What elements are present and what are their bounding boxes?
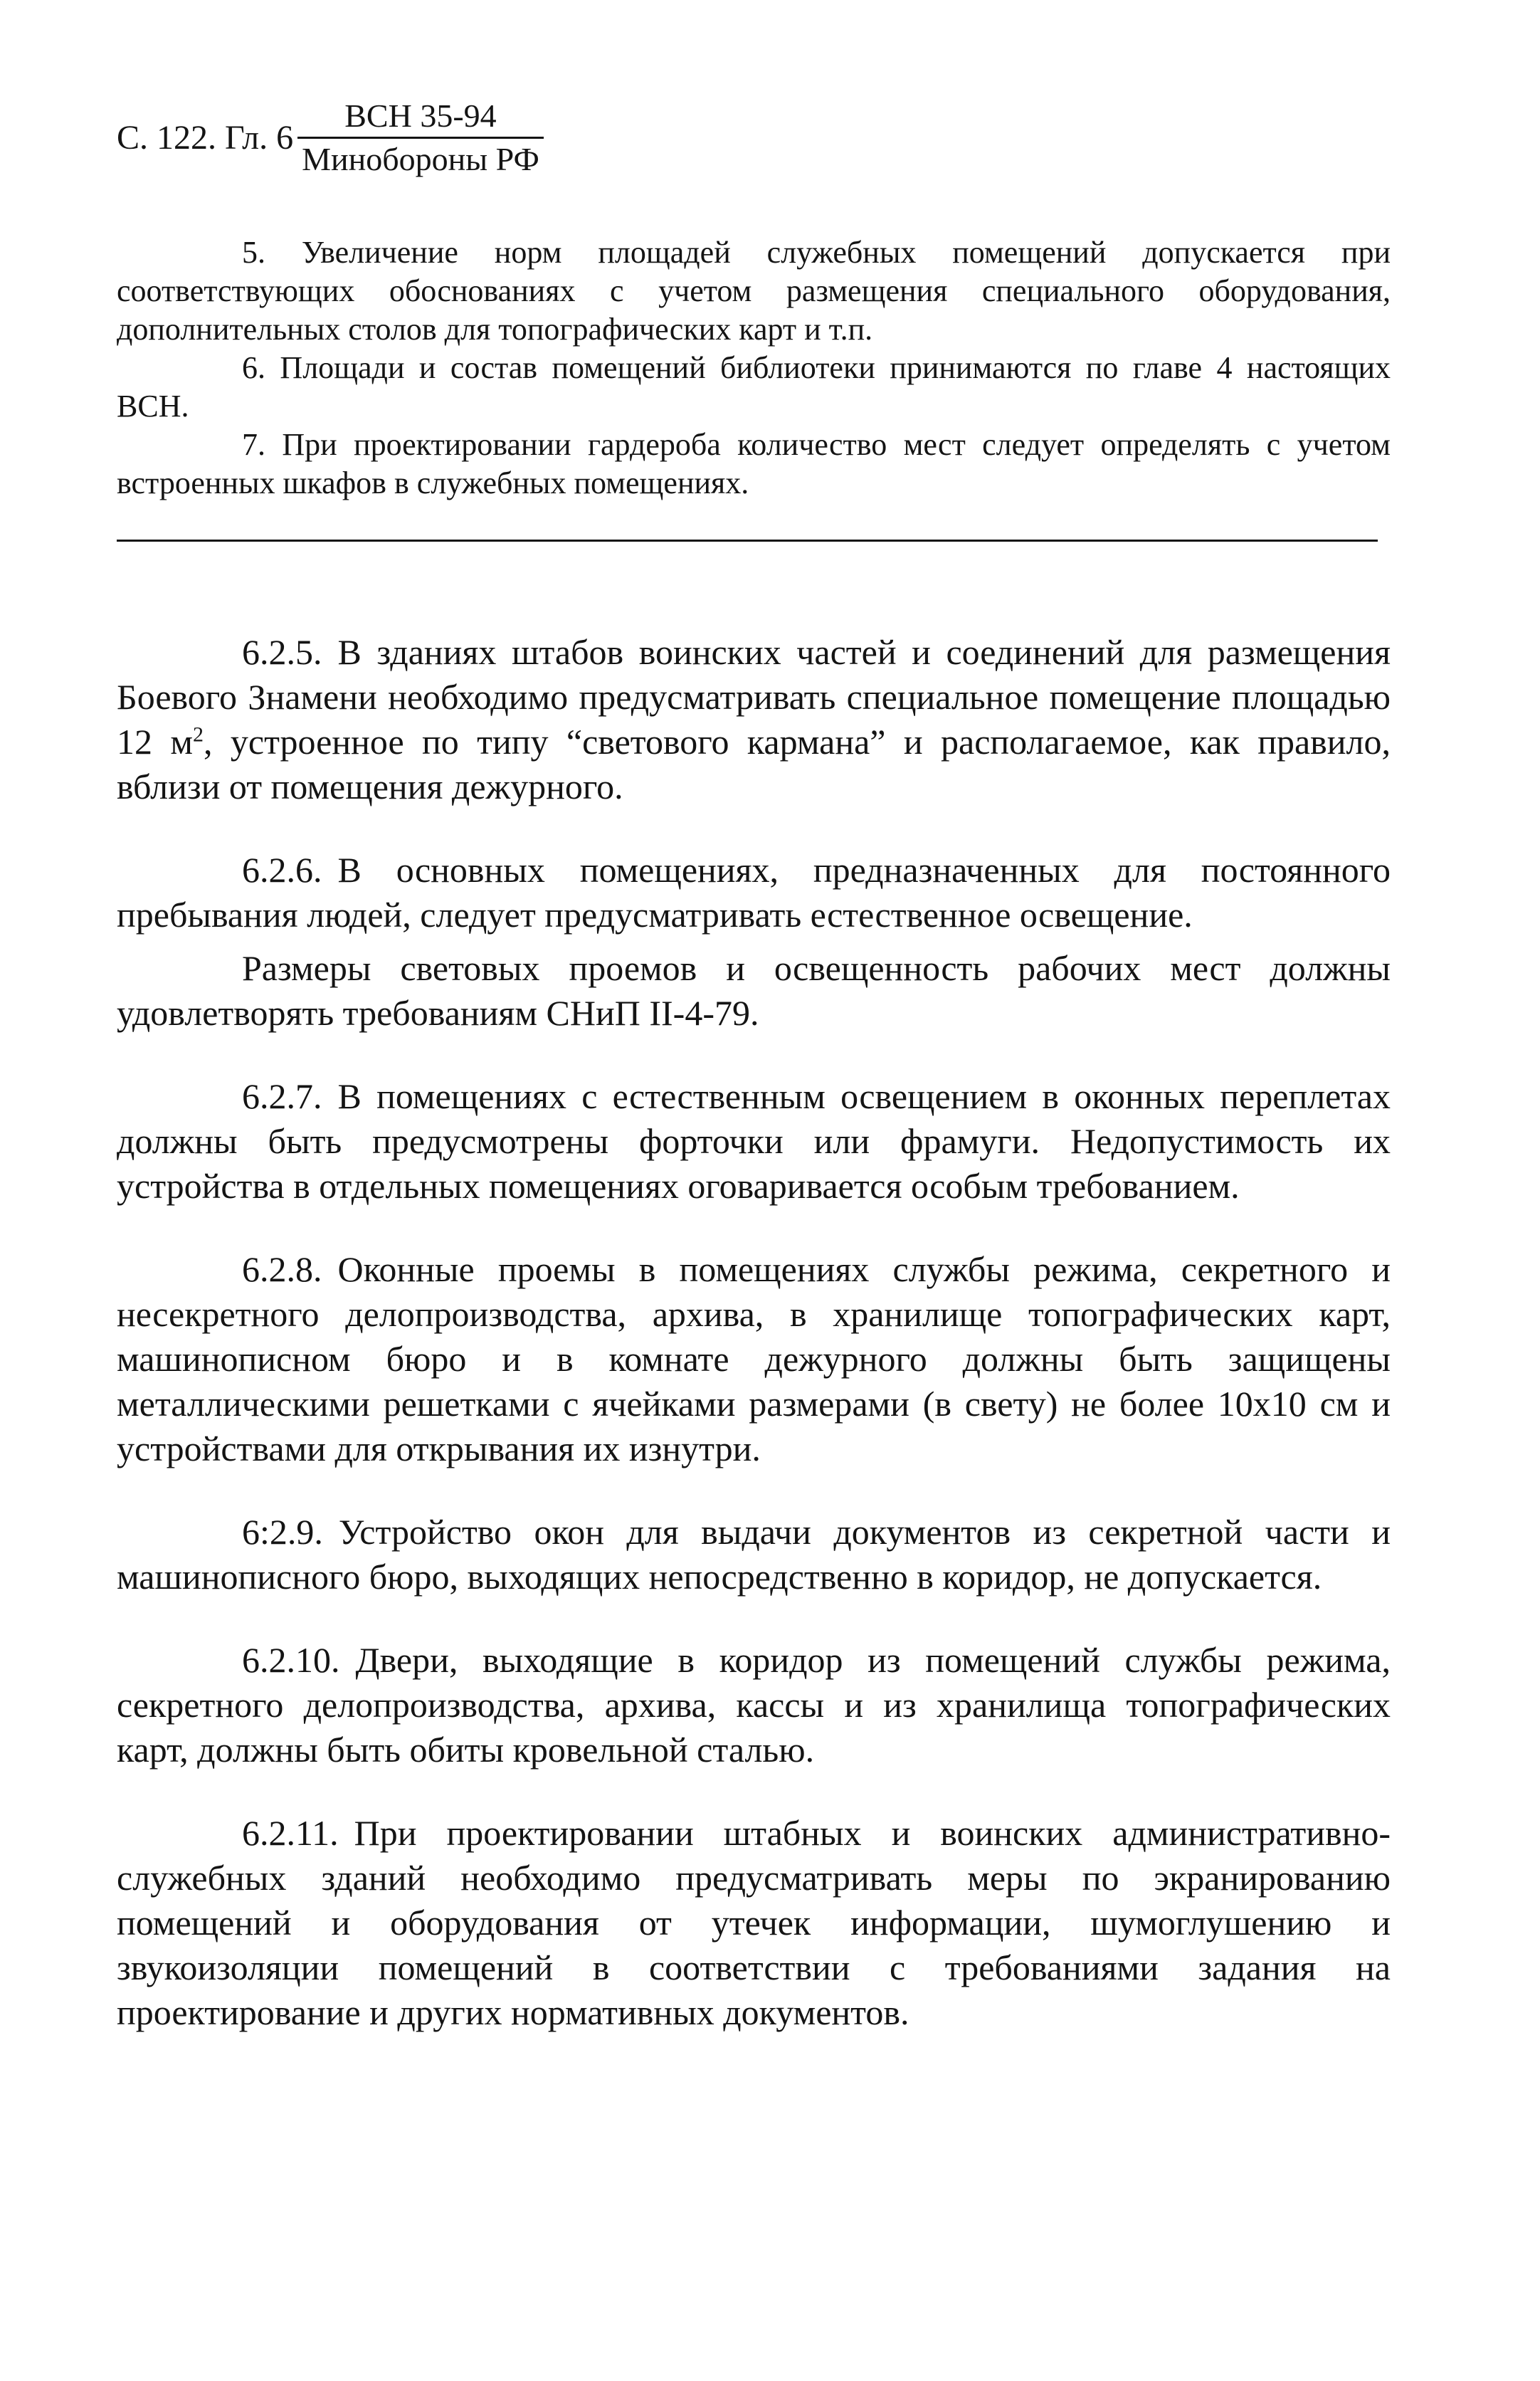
document-owner: Минобороны РФ [302,141,539,177]
section-number: 6.2.5. [242,632,322,672]
section-number: 6.2.8. [242,1249,322,1289]
section-text: Оконные проемы в помещениях службы режима, секретного и несекретного делопроизводства, архива, в хранилище топографических карт, машинописном бюро и в комнате дежурного должны быть защищены металлическими решетками с ячейками размерами (в свету) не более 10х10 см и устройствами для открывания их изнутри. [117,1249,1391,1468]
section-number: 6.2.11. [242,1813,339,1853]
note-6: 6. Площади и состав помещений библиотеки принимаются по главе 4 настоящих ВСН. [117,350,1391,424]
section-text: Устройство окон для выдачи документов из секретной части и машинописного бюро, выходящих непосредственно в коридор, не допускается. [117,1512,1391,1597]
section-text: В основных помещениях, предназначенных для постоянного пребывания людей, следует предусматривать естественное освещение. [117,850,1391,935]
section-6-2-5 [117,630,1391,809]
section-number: 6.2.7. [242,1076,322,1116]
section-6-2-6-paragraph-2: Размеры световых проемов и освещенность рабочих мест должны удовлетворять требованиям СНиП II-4-79. [117,948,1391,1033]
document-body [117,630,1391,2035]
section-6-2-10 [117,1638,1391,1772]
section-text: Двери, выходящие в коридор из помещений службы режима, секретного делопроизводства, архива, кассы и из хранилища топографических карт, должны быть обиты кровельной сталью. [117,1640,1391,1770]
note-7: 7. При проектировании гардероба количество мест следует определять с учетом встроенных шкафов в служебных помещениях. [117,427,1391,500]
section-text: В зданиях штабов воинских частей и соединений для размещения Боевого Знамени необходимо предусматривать специальное помещение площадью 12 м [117,632,1391,762]
section-6-2-11 [117,1811,1391,2035]
section-text: В помещениях с естественным освещением в оконных переплетах должны быть предусмотрены форточки или фрамуги. Недопустимость их устройства в отдельных помещениях оговаривается особым требованием. [117,1076,1391,1206]
section-6-2-9 [117,1510,1391,1599]
superscript: 2 [193,722,204,747]
document-code-fraction [302,100,539,176]
section-number: 6.2.6. [242,850,322,890]
section-number: 6.2.10. [242,1640,340,1680]
section-6-2-8 [117,1247,1391,1471]
section-6-2-6 [117,848,1391,937]
note-5: 5. Увеличение норм площадей служебных помещений допускается при соответствующих обоснованиях с учетом размещения специального оборудования, дополнительных столов для топографических карт и т.п. [117,235,1391,347]
section-text: При проектировании штабных и воинских административно-служебных зданий необходимо предусматривать меры по экранированию помещений и оборудования от утечек информации, шумоглушению и звукоизоляции помещений в соответствии с требованиями задания на проектирование и других нормативных документов. [117,1813,1391,2032]
page-reference: С. 122. Гл. 6 [117,118,294,157]
section-number: 6:2.9. [242,1512,323,1552]
page-header [117,100,539,176]
horizontal-divider [117,540,1378,542]
table-notes [117,233,1391,503]
document-code: ВСН 35-94 [297,100,544,139]
section-6-2-7 [117,1074,1391,1209]
section-text-continued: , устроенное по типу “светового кармана” и располагаемое, как правило, вблизи от помещения дежурного. [117,722,1391,806]
